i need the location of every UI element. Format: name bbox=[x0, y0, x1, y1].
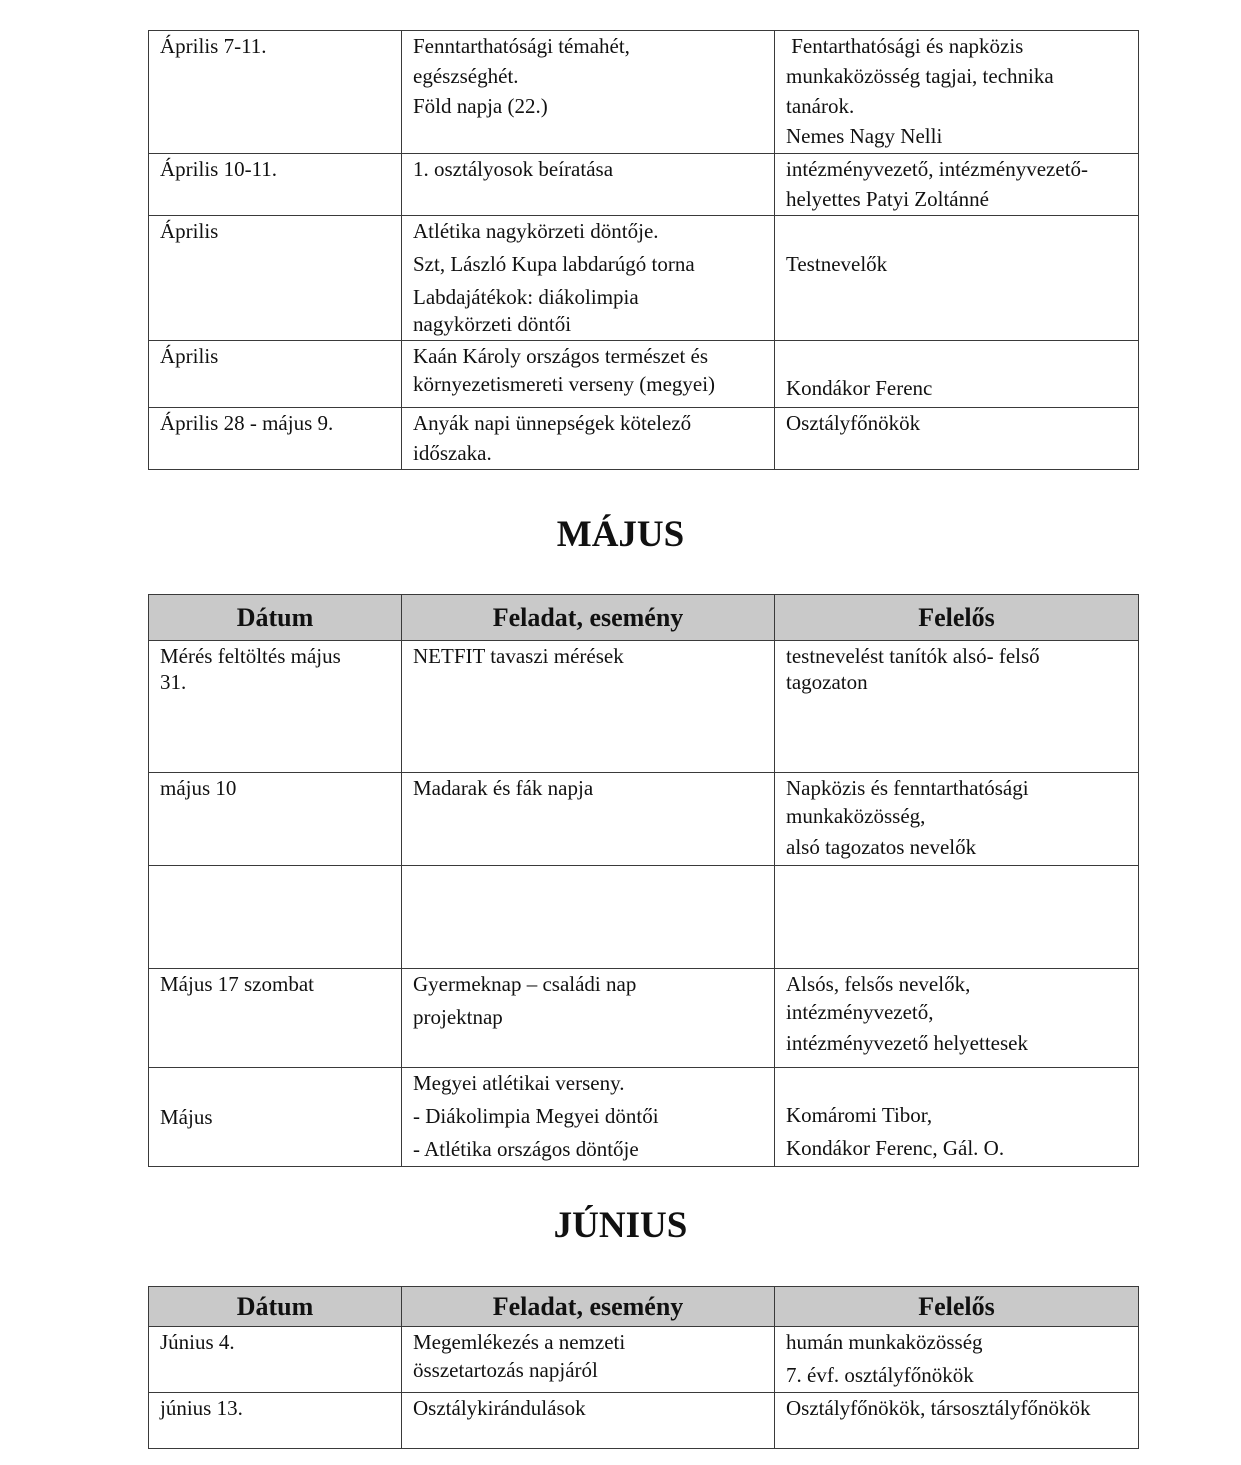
date-cell: Mérés feltöltés május 31. bbox=[149, 641, 402, 773]
responsible-cell: Napközis és fenntarthatósági munkaközösség, alsó tagozatos nevelők bbox=[775, 773, 1139, 866]
table-row-empty bbox=[149, 866, 1139, 969]
responsible-cell: Osztályfőnökök bbox=[775, 408, 1139, 470]
task-cell: Kaán Károly országos természet és környezetismereti verseny (megyei) bbox=[402, 341, 775, 408]
responsible-cell: Fentarthatósági és napközis munkaközösség tagjai, technika tanárok. Nemes Nagy Nelli bbox=[775, 31, 1139, 154]
responsible-cell bbox=[775, 866, 1139, 969]
date-cell: május 10 bbox=[149, 773, 402, 866]
column-header-date: Dátum bbox=[149, 595, 402, 641]
responsible-cell: testnevelést tanítók alsó- felső tagozaton bbox=[775, 641, 1139, 773]
column-header-responsible: Felelős bbox=[775, 595, 1139, 641]
date-cell bbox=[149, 866, 402, 969]
responsible-cell: Alsós, felsős nevelők, intézményvezető, intézményvezető helyettesek bbox=[775, 969, 1139, 1068]
table-row bbox=[149, 773, 1139, 866]
responsible-cell: Komáromi Tibor, Kondákor Ferenc, Gál. O. bbox=[775, 1068, 1139, 1167]
table-row bbox=[149, 1327, 1139, 1393]
table-row bbox=[149, 31, 1139, 154]
june-table bbox=[148, 1286, 1139, 1449]
responsible-cell: Testnevelők bbox=[775, 216, 1139, 341]
task-cell: Atlétika nagykörzeti döntője. Szt, László Kupa labdarúgó torna Labdajátékok: diákolimpia nagykörzeti döntői bbox=[402, 216, 775, 341]
responsible-cell: Kondákor Ferenc bbox=[775, 341, 1139, 408]
date-cell: Április bbox=[149, 341, 402, 408]
section-heading-june: JÚNIUS bbox=[553, 1205, 688, 1246]
table-header-row bbox=[149, 1287, 1139, 1327]
table-row bbox=[149, 341, 1139, 408]
date-cell: Május 17 szombat bbox=[149, 969, 402, 1068]
date-cell: június 13. bbox=[149, 1393, 402, 1449]
april-table bbox=[148, 30, 1139, 470]
task-cell: Gyermeknap – családi nap projektnap bbox=[402, 969, 775, 1068]
table-row bbox=[149, 969, 1139, 1068]
date-cell: Május bbox=[149, 1068, 402, 1167]
table-row bbox=[149, 1068, 1139, 1167]
task-cell: Megyei atlétikai verseny. - Diákolimpia Megyei döntői - Atlétika országos döntője bbox=[402, 1068, 775, 1167]
date-cell: Április 7-11. bbox=[149, 31, 402, 154]
task-cell bbox=[402, 866, 775, 969]
task-cell: 1. osztályosok beíratása bbox=[402, 154, 775, 216]
column-header-responsible: Felelős bbox=[775, 1287, 1139, 1327]
table-row bbox=[149, 216, 1139, 341]
may-table bbox=[148, 594, 1139, 1167]
date-cell: Április 28 - május 9. bbox=[149, 408, 402, 470]
date-cell: Április 10-11. bbox=[149, 154, 402, 216]
date-cell: Április bbox=[149, 216, 402, 341]
table-row bbox=[149, 1393, 1139, 1449]
table-header-row bbox=[149, 595, 1139, 641]
table-row bbox=[149, 408, 1139, 470]
task-cell: NETFIT tavaszi mérések bbox=[402, 641, 775, 773]
responsible-cell: intézményvezető, intézményvezető- helyettes Patyi Zoltánné bbox=[775, 154, 1139, 216]
column-header-date: Dátum bbox=[149, 1287, 402, 1327]
column-header-task: Feladat, esemény bbox=[402, 595, 775, 641]
task-cell: Madarak és fák napja bbox=[402, 773, 775, 866]
table-row bbox=[149, 154, 1139, 216]
responsible-cell: Osztályfőnökök, társosztályfőnökök bbox=[775, 1393, 1139, 1449]
table-row bbox=[149, 641, 1139, 773]
task-cell: Megemlékezés a nemzeti összetartozás napjáról bbox=[402, 1327, 775, 1393]
task-cell: Fenntarthatósági témahét, egészséghét. Föld napja (22.) bbox=[402, 31, 775, 154]
date-cell: Június 4. bbox=[149, 1327, 402, 1393]
section-heading-may: MÁJUS bbox=[556, 514, 685, 555]
column-header-task: Feladat, esemény bbox=[402, 1287, 775, 1327]
task-cell: Osztálykirándulások bbox=[402, 1393, 775, 1449]
task-cell: Anyák napi ünnepségek kötelező időszaka. bbox=[402, 408, 775, 470]
responsible-cell: humán munkaközösség 7. évf. osztályfőnökök bbox=[775, 1327, 1139, 1393]
